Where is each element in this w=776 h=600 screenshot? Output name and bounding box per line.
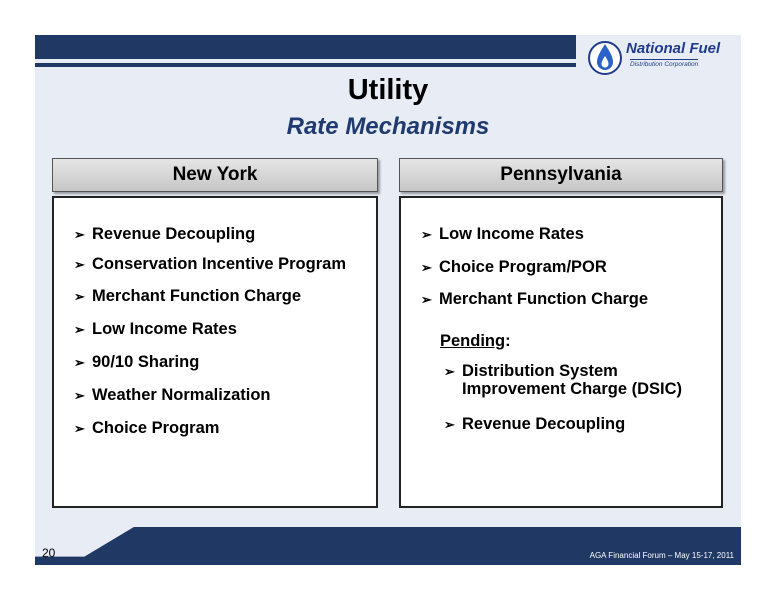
arrow-bullet-icon: ➢ [74, 227, 85, 242]
list-item: ➢ Revenue Decoupling [444, 415, 626, 433]
list-item: ➢ Low Income Rates [421, 225, 584, 243]
arrow-bullet-icon: ➢ [421, 260, 432, 275]
logo-subtitle: Distribution Corporation [630, 61, 699, 68]
list-item: ➢ Low Income Rates [74, 320, 237, 338]
list-item: ➢ Revenue Decoupling [74, 225, 256, 243]
arrow-bullet-icon: ➢ [74, 355, 85, 370]
flame-drop-logo-icon [588, 38, 622, 78]
arrow-bullet-icon: ➢ [421, 292, 432, 307]
list-item: ➢ Conservation Incentive Program [74, 255, 346, 273]
page-number: 20 [42, 546, 56, 560]
arrow-bullet-icon: ➢ [74, 388, 85, 403]
list-item-continuation: Improvement Charge (DSIC) [462, 380, 683, 398]
list-item: ➢ Choice Program [74, 419, 220, 437]
list-item: ➢ Choice Program/POR [421, 258, 607, 276]
arrow-bullet-icon: ➢ [74, 322, 85, 337]
footer-text: AGA Financial Forum – May 15-17, 2011 [589, 551, 734, 560]
arrow-bullet-icon: ➢ [421, 227, 432, 242]
list-item: ➢ Distribution System [444, 362, 618, 380]
list-item: ➢ Merchant Function Charge [74, 287, 302, 305]
new-york-header: New York [52, 158, 378, 192]
top-header-rule [35, 63, 576, 67]
logo-wordmark: National Fuel [626, 40, 721, 57]
arrow-bullet-icon: ➢ [74, 289, 85, 304]
arrow-bullet-icon: ➢ [74, 257, 85, 272]
list-item: ➢ 90/10 Sharing [74, 353, 200, 371]
slide-title: Utility [347, 74, 429, 106]
slide-subtitle: Rate Mechanisms [286, 113, 490, 140]
list-item: ➢ Weather Normalization [74, 386, 271, 404]
top-header-band [35, 35, 576, 59]
arrow-bullet-icon: ➢ [444, 364, 455, 379]
pending-label: Pending: [440, 332, 511, 350]
arrow-bullet-icon: ➢ [74, 421, 85, 436]
list-item: ➢ Merchant Function Charge [421, 290, 649, 308]
pennsylvania-header: Pennsylvania [399, 158, 723, 192]
arrow-bullet-icon: ➢ [444, 417, 455, 432]
